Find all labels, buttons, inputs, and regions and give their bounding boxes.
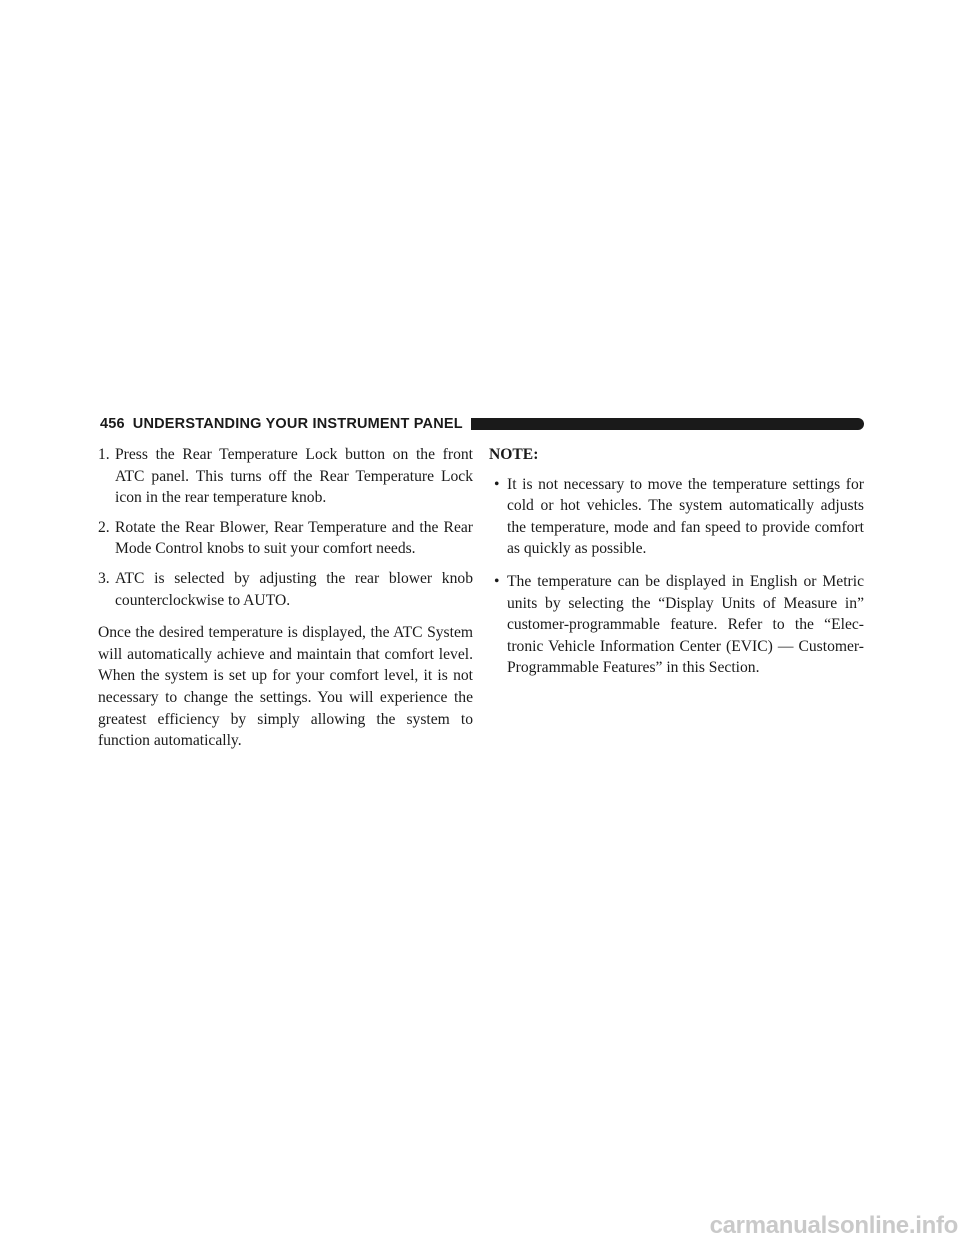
step-number: 1. — [98, 446, 110, 463]
bullet-icon: • — [494, 572, 500, 590]
watermark-text: carmanualsonline.info — [709, 1212, 958, 1239]
step-item — [98, 568, 473, 611]
step-text: Rotate the Rear Blower, Rear Temperature and the Rear Mode Control knobs to suit your comfort needs. — [115, 518, 473, 558]
left-column — [98, 444, 473, 752]
bullet-text: It is not necessary to move the temperature settings for cold or hot vehicles. The system automatically adjusts the temperature, mode and fan speed to provide comfort as quickly as possible. — [507, 475, 864, 558]
step-item — [98, 517, 473, 560]
page-number: 456 — [100, 416, 125, 432]
note-heading: NOTE: — [489, 446, 539, 463]
step-number: 3. — [98, 569, 110, 587]
body-paragraph: Once the desired temperature is displayed, the ATC System will automatically achieve and maintain that comfort level. When the system is set up for your comfort level, it is not necessary to change the settings. You will experience the greatest efficiency by simply allowing the system to function automatically. — [98, 624, 473, 750]
step-item — [98, 444, 473, 509]
header-rule — [471, 418, 864, 430]
note-bullet-item — [489, 571, 864, 679]
page-header — [100, 414, 864, 434]
bullet-text: The temperature can be displayed in English or Metric units by selecting the “Display Units of Measure in” customer-programmable feature. Refer to the “Elec-tronic Vehicle Information Center (EVIC) — Customer-Programmable Features” in this Section. — [507, 572, 864, 677]
watermark-strip — [0, 1214, 960, 1242]
step-text: Press the Rear Temperature Lock button on the front ATC panel. This turns off the Rear Temperature Lock icon in the rear temperature knob. — [115, 446, 473, 507]
right-column — [489, 444, 864, 690]
step-number: 2. — [98, 518, 110, 536]
step-text: ATC is selected by adjusting the rear blower knob counterclockwise to AUTO. — [115, 569, 473, 609]
section-title: UNDERSTANDING YOUR INSTRUMENT PANEL — [132, 416, 463, 432]
note-bullet-item — [489, 474, 864, 560]
bullet-icon: • — [494, 475, 500, 493]
